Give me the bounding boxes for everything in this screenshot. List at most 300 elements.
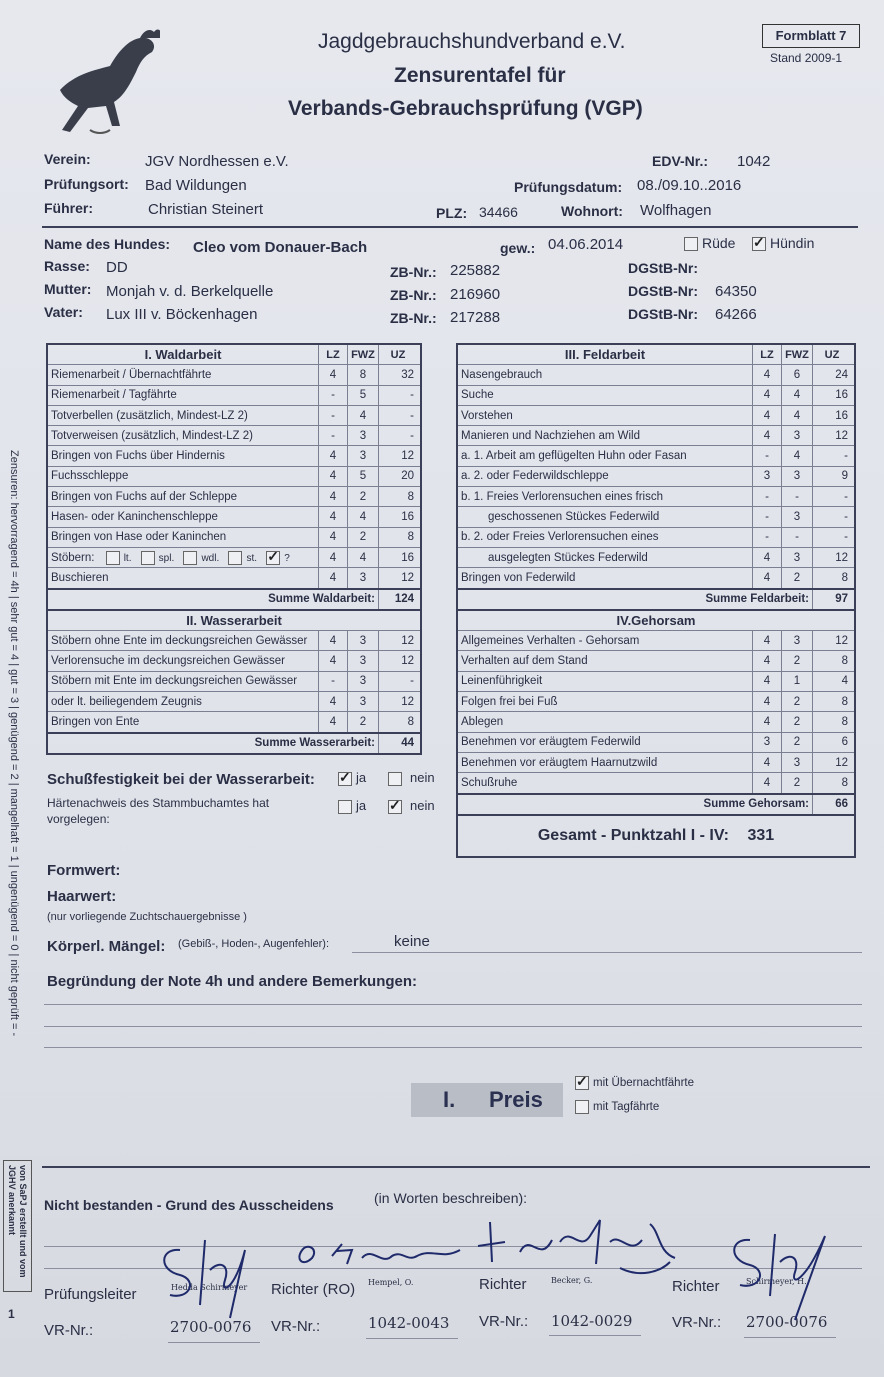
col-uz: UZ bbox=[379, 344, 422, 365]
table-row bbox=[47, 426, 421, 446]
vr-line-4 bbox=[744, 1337, 836, 1338]
feld-title: III. Feldarbeit bbox=[457, 344, 753, 365]
signature-richter-3 bbox=[720, 1226, 840, 1322]
vater-dgstb-label: DGStB-Nr: bbox=[628, 306, 698, 322]
row-lz: 4 bbox=[319, 487, 348, 507]
row-fwz: - bbox=[782, 487, 813, 507]
haerte-ja-checkbox[interactable] bbox=[338, 798, 366, 814]
stoebern-fwz: 4 bbox=[348, 547, 379, 567]
row-label: Vorstehen bbox=[457, 405, 753, 425]
row-uz: 20 bbox=[379, 466, 422, 486]
row-lz: 4 bbox=[753, 631, 782, 651]
row-label: Totverbellen (zusätzlich, Mindest-LZ 2) bbox=[47, 405, 319, 425]
datum-value: 08./09.10..2016 bbox=[637, 177, 742, 194]
row-fwz: 3 bbox=[782, 426, 813, 446]
row-uz: 12 bbox=[813, 631, 856, 651]
row-label: Benehmen vor eräugtem Haarnutzwild bbox=[457, 752, 753, 772]
row-label: Manieren und Nachziehen am Wild bbox=[457, 426, 753, 446]
row-fwz: 3 bbox=[782, 507, 813, 527]
title-line-1: Zensurentafel für bbox=[394, 64, 566, 87]
row-uz: 8 bbox=[379, 712, 422, 733]
table-row bbox=[457, 568, 855, 589]
zb-label: ZB-Nr.: bbox=[390, 264, 437, 280]
wasser-sum-value: 44 bbox=[379, 733, 422, 754]
row-uz: 8 bbox=[813, 692, 856, 712]
mit-tag-label: mit Tagfährte bbox=[593, 1101, 660, 1114]
stoebern-wdl-checkbox[interactable] bbox=[183, 551, 197, 565]
row-label: Ablegen bbox=[457, 712, 753, 732]
preis-label: Preis bbox=[489, 1087, 543, 1112]
signature-pruefungsleiter bbox=[150, 1230, 260, 1320]
pruefungsleiter-label: Prüfungsleiter bbox=[44, 1286, 137, 1303]
schuss-ja-label: ja bbox=[356, 770, 367, 785]
gehorsam-sum-value: 66 bbox=[813, 794, 856, 815]
row-label: Verhalten auf dem Stand bbox=[457, 651, 753, 671]
buschieren-label: Buschieren bbox=[47, 568, 319, 589]
row-uz: 8 bbox=[813, 773, 856, 794]
mutter-label: Mutter: bbox=[44, 281, 92, 297]
haerte-label-1: Härtenachweis des Stammbuchamtes hat bbox=[47, 796, 270, 810]
plz-label: PLZ: bbox=[436, 205, 468, 221]
plz-value: 34466 bbox=[479, 204, 518, 220]
row-label: Bringen von Ente bbox=[47, 712, 319, 733]
stoebern-uz: 16 bbox=[379, 547, 422, 567]
haerte-ja-label: ja bbox=[356, 798, 367, 813]
row-uz: 12 bbox=[379, 631, 422, 651]
row-uz: - bbox=[813, 507, 856, 527]
row-fwz: 5 bbox=[348, 385, 379, 405]
koerper-value: keine bbox=[394, 933, 430, 950]
stoebern-st-label: st. bbox=[246, 552, 257, 564]
row-lz: 4 bbox=[319, 365, 348, 385]
row-fwz: 2 bbox=[782, 651, 813, 671]
mit-uebernacht-checkbox[interactable] bbox=[575, 1076, 694, 1090]
row-lz: 3 bbox=[753, 466, 782, 486]
richter-3-label: Richter bbox=[672, 1278, 720, 1295]
table-row bbox=[47, 385, 421, 405]
huendin-checkbox[interactable] bbox=[752, 235, 814, 251]
col-lz: LZ bbox=[753, 344, 782, 365]
pruefungsort-label: Prüfungsort: bbox=[44, 176, 129, 192]
row-uz: 32 bbox=[379, 365, 422, 385]
row-uz: 12 bbox=[379, 692, 422, 712]
row-fwz: 2 bbox=[348, 712, 379, 733]
zb-value: 225882 bbox=[450, 262, 501, 279]
row-uz: 12 bbox=[379, 651, 422, 671]
row-uz: - bbox=[813, 487, 856, 507]
pruefungsleiter-name: Hedda Schirmeyer bbox=[171, 1283, 248, 1292]
row-fwz: 8 bbox=[348, 365, 379, 385]
row-lz: 4 bbox=[753, 752, 782, 772]
table-row bbox=[457, 487, 855, 507]
table-row bbox=[47, 568, 421, 589]
vr-value-1: 2700-0076 bbox=[170, 1318, 252, 1336]
row-fwz: 5 bbox=[348, 466, 379, 486]
title-line-2: Verbands-Gebrauchsprüfung (VGP) bbox=[288, 97, 643, 120]
buschieren-uz: 12 bbox=[379, 568, 422, 589]
table-row bbox=[457, 405, 855, 425]
buschieren-lz: 4 bbox=[319, 568, 348, 589]
formwert-label: Formwert: bbox=[47, 862, 121, 879]
row-label: Bringen von Federwild bbox=[457, 568, 753, 589]
row-label: Hasen- oder Kaninchenschleppe bbox=[47, 507, 319, 527]
table-row bbox=[47, 692, 421, 712]
mutter-zb-value: 216960 bbox=[450, 286, 501, 303]
vr-line-1 bbox=[168, 1342, 260, 1343]
row-fwz: 2 bbox=[782, 712, 813, 732]
row-fwz: 2 bbox=[782, 773, 813, 794]
row-lz: 4 bbox=[319, 692, 348, 712]
wasser-sum-label: Summe Wasserarbeit: bbox=[47, 733, 379, 754]
preis-number: I. bbox=[443, 1087, 456, 1112]
row-uz: 8 bbox=[813, 568, 856, 589]
table-row bbox=[457, 466, 855, 486]
nicht-bestanden-label: Nicht bestanden - Grund des Ausscheidens bbox=[44, 1197, 334, 1213]
richter-3-name: Schirmeyer, H. bbox=[746, 1277, 807, 1286]
haerte-nein-label: nein bbox=[410, 798, 435, 813]
side-scale bbox=[2, 450, 22, 1150]
side-sapj-box bbox=[3, 1160, 32, 1292]
haerte-label-2: vorgelegen: bbox=[47, 812, 110, 826]
table-row bbox=[47, 651, 421, 671]
wald-title: I. Waldarbeit bbox=[47, 344, 319, 365]
schuss-nein-checkbox[interactable] bbox=[388, 770, 435, 786]
row-lz: - bbox=[753, 507, 782, 527]
remark-line-3 bbox=[44, 1047, 862, 1048]
table-row bbox=[457, 752, 855, 772]
stoebern-q-checkbox[interactable] bbox=[266, 551, 280, 565]
table-row bbox=[457, 732, 855, 752]
row-label: b. 2. oder Freies Verlorensuchen eines bbox=[457, 527, 753, 547]
edv-label: EDV-Nr.: bbox=[652, 153, 709, 169]
wald-wasser-table bbox=[46, 343, 422, 755]
row-lz: 4 bbox=[319, 466, 348, 486]
vr-line-3 bbox=[549, 1335, 641, 1336]
stoebern-lt-label: lt. bbox=[123, 552, 132, 564]
richter-ro-label: Richter (RO) bbox=[271, 1281, 356, 1298]
row-label: ausgelegten Stückes Federwild bbox=[457, 547, 753, 567]
row-label: a. 1. Arbeit am geflügelten Huhn oder Fasan bbox=[457, 446, 753, 466]
row-fwz: 2 bbox=[348, 527, 379, 547]
remark-line-2 bbox=[44, 1026, 862, 1027]
row-fwz: 3 bbox=[348, 631, 379, 651]
row-lz: 4 bbox=[753, 773, 782, 794]
row-uz: 12 bbox=[813, 752, 856, 772]
signature-richter-2 bbox=[470, 1212, 690, 1284]
datum-label: Prüfungsdatum: bbox=[514, 179, 623, 195]
row-uz: - bbox=[379, 671, 422, 691]
vater-zb-label: ZB-Nr.: bbox=[390, 310, 437, 326]
row-lz: 4 bbox=[753, 426, 782, 446]
row-fwz: 4 bbox=[348, 405, 379, 425]
koerper-hint: (Gebiß-, Hoden-, Augenfehler): bbox=[178, 938, 330, 950]
table-row bbox=[47, 466, 421, 486]
row-label: Bringen von Fuchs auf der Schleppe bbox=[47, 487, 319, 507]
stoebern-q-label: ? bbox=[284, 552, 290, 564]
row-label: Nasengebrauch bbox=[457, 365, 753, 385]
koerper-line bbox=[352, 952, 862, 953]
schuss-nein-label: nein bbox=[410, 770, 435, 785]
row-uz: 8 bbox=[813, 712, 856, 732]
table-row bbox=[47, 527, 421, 547]
row-uz: 8 bbox=[379, 527, 422, 547]
row-fwz: 3 bbox=[348, 446, 379, 466]
row-label: Verlorensuche im deckungsreichen Gewässer bbox=[47, 651, 319, 671]
fuehrer-value: Christian Steinert bbox=[148, 201, 264, 218]
vr-label-3: VR-Nr.: bbox=[479, 1313, 529, 1330]
col-uz: UZ bbox=[813, 344, 856, 365]
vater-value: Lux III v. Böckenhagen bbox=[106, 306, 258, 323]
koerper-label: Körperl. Mängel: bbox=[47, 938, 166, 955]
row-label: oder lt. beiliegendem Zeugnis bbox=[47, 692, 319, 712]
row-label: a. 2. oder Federwildschleppe bbox=[457, 466, 753, 486]
row-lz: - bbox=[753, 527, 782, 547]
table-row bbox=[457, 426, 855, 446]
table-row bbox=[47, 507, 421, 527]
row-lz: - bbox=[319, 405, 348, 425]
table-row bbox=[457, 547, 855, 567]
vr-label-2: VR-Nr.: bbox=[271, 1318, 321, 1335]
row-label: Riemenarbeit / Tagfährte bbox=[47, 385, 319, 405]
fuehrer-label: Führer: bbox=[44, 200, 93, 216]
table-row bbox=[47, 547, 421, 567]
row-lz: 4 bbox=[753, 547, 782, 567]
table-row bbox=[47, 487, 421, 507]
col-fwz: FWZ bbox=[782, 344, 813, 365]
table-row bbox=[457, 527, 855, 547]
row-uz: 6 bbox=[813, 732, 856, 752]
row-lz: 4 bbox=[319, 446, 348, 466]
stoebern-spl-label: spl. bbox=[158, 552, 175, 564]
row-lz: 4 bbox=[753, 568, 782, 589]
dgstb-label: DGStB-Nr: bbox=[628, 260, 698, 276]
divider-line bbox=[42, 226, 858, 228]
row-uz: - bbox=[813, 527, 856, 547]
table-row bbox=[457, 692, 855, 712]
row-uz: 12 bbox=[379, 446, 422, 466]
table-row bbox=[457, 507, 855, 527]
row-lz: 4 bbox=[753, 712, 782, 732]
huendin-label: Hündin bbox=[770, 235, 815, 251]
table-row bbox=[47, 446, 421, 466]
row-fwz: 4 bbox=[782, 385, 813, 405]
row-label: Leinenführigkeit bbox=[457, 671, 753, 691]
row-fwz: 1 bbox=[782, 671, 813, 691]
zucht-note: (nur vorliegende Zuchtschauergebnisse ) bbox=[47, 911, 247, 923]
vater-label: Vater: bbox=[44, 304, 83, 320]
gew-label: gew.: bbox=[500, 240, 536, 256]
vr-value-2: 1042-0043 bbox=[368, 1314, 450, 1332]
row-label: geschossenen Stückes Federwild bbox=[457, 507, 753, 527]
row-label: Stöbern ohne Ente im deckungsreichen Gewässer bbox=[47, 631, 319, 651]
row-uz: 9 bbox=[813, 466, 856, 486]
row-fwz: 3 bbox=[348, 671, 379, 691]
row-fwz: 3 bbox=[782, 466, 813, 486]
row-fwz: 4 bbox=[782, 446, 813, 466]
col-lz: LZ bbox=[319, 344, 348, 365]
table-row bbox=[47, 671, 421, 691]
row-label: Stöbern mit Ente im deckungsreichen Gewässer bbox=[47, 671, 319, 691]
row-label: b. 1. Freies Verlorensuchen eines frisch bbox=[457, 487, 753, 507]
side-sapj-text: von SaPJ erstellt und vom JGHV anerkannt bbox=[7, 1165, 28, 1278]
row-lz: 4 bbox=[319, 712, 348, 733]
schuss-label: Schußfestigkeit bei der Wasserarbeit: bbox=[47, 771, 315, 788]
dog-name-label: Name des Hundes: bbox=[44, 236, 171, 252]
remark-line-1 bbox=[44, 1004, 862, 1005]
table-row bbox=[457, 712, 855, 732]
row-uz: - bbox=[379, 385, 422, 405]
row-fwz: 4 bbox=[348, 507, 379, 527]
row-lz: 4 bbox=[753, 365, 782, 385]
row-lz: 3 bbox=[753, 732, 782, 752]
row-fwz: 3 bbox=[782, 547, 813, 567]
row-fwz: 3 bbox=[782, 752, 813, 772]
wasser-title: II. Wasserarbeit bbox=[47, 610, 421, 631]
row-uz: 12 bbox=[813, 426, 856, 446]
table-row bbox=[47, 405, 421, 425]
mit-uebernacht-label: mit Übernachtfährte bbox=[593, 1077, 694, 1090]
row-uz: - bbox=[379, 405, 422, 425]
ruede-checkbox[interactable] bbox=[684, 235, 735, 251]
mit-tag-checkbox[interactable] bbox=[575, 1100, 659, 1114]
richter-2-label: Richter bbox=[479, 1276, 527, 1293]
row-lz: - bbox=[753, 446, 782, 466]
row-uz: 16 bbox=[813, 385, 856, 405]
gehorsam-title: IV.Gehorsam bbox=[457, 610, 855, 631]
mutter-dgstb-label: DGStB-Nr: bbox=[628, 283, 698, 299]
stoebern-label: Stöbern: bbox=[51, 551, 95, 564]
row-lz: 4 bbox=[753, 692, 782, 712]
row-label: Folgen frei bei Fuß bbox=[457, 692, 753, 712]
row-label: Bringen von Hase oder Kaninchen bbox=[47, 527, 319, 547]
row-fwz: 2 bbox=[782, 692, 813, 712]
feld-gehorsam-table bbox=[456, 343, 856, 858]
schuss-ja-checkbox[interactable] bbox=[338, 770, 366, 786]
col-fwz: FWZ bbox=[348, 344, 379, 365]
footer-divider bbox=[42, 1166, 870, 1168]
edv-value: 1042 bbox=[737, 153, 771, 170]
mutter-value: Monjah v. d. Berkelquelle bbox=[106, 283, 274, 300]
side-scale-text: Zensuren: hervorragend = 4h | sehr gut = 4 | gut = 3 | genügend = 2 | mangelhaft = 1 | ungenügend = 0 | nicht geprüft = - bbox=[8, 450, 20, 1037]
vr-label-4: VR-Nr.: bbox=[672, 1314, 722, 1331]
richter-2-name: Becker, G. bbox=[551, 1276, 593, 1285]
vater-zb-value: 217288 bbox=[450, 309, 501, 326]
vr-value-3: 1042-0029 bbox=[551, 1312, 633, 1330]
dog-name-value: Cleo vom Donauer-Bach bbox=[193, 239, 368, 256]
row-label: Allgemeines Verhalten - Gehorsam bbox=[457, 631, 753, 651]
vr-value-4: 2700-0076 bbox=[746, 1313, 828, 1331]
gesamt-cell bbox=[457, 815, 855, 857]
org-name: Jagdgebrauchshundverband e.V. bbox=[318, 30, 626, 53]
table-row bbox=[47, 365, 421, 385]
row-fwz: - bbox=[782, 527, 813, 547]
wohnort-value: Wolfhagen bbox=[640, 202, 712, 219]
row-fwz: 2 bbox=[782, 568, 813, 589]
haerte-nein-checkbox[interactable] bbox=[388, 798, 435, 814]
wald-sum-label: Summe Waldarbeit: bbox=[47, 589, 379, 610]
stoebern-st-checkbox[interactable] bbox=[228, 551, 242, 565]
row-lz: 4 bbox=[753, 385, 782, 405]
table-row bbox=[47, 712, 421, 733]
rasse-value: DD bbox=[106, 259, 128, 276]
row-fwz: 4 bbox=[782, 405, 813, 425]
gew-value: 04.06.2014 bbox=[548, 236, 624, 253]
row-uz: 8 bbox=[379, 487, 422, 507]
buschieren-fwz: 3 bbox=[348, 568, 379, 589]
row-uz: 16 bbox=[379, 507, 422, 527]
row-uz: 24 bbox=[813, 365, 856, 385]
mutter-dgstb-value: 64350 bbox=[715, 283, 757, 300]
row-fwz: 6 bbox=[782, 365, 813, 385]
row-fwz: 3 bbox=[782, 631, 813, 651]
row-lz: - bbox=[319, 671, 348, 691]
row-lz: 4 bbox=[319, 507, 348, 527]
nicht-bestanden-hint: (in Worten beschreiben): bbox=[374, 1190, 528, 1206]
page-number: 1 bbox=[8, 1307, 15, 1321]
row-uz: 8 bbox=[813, 651, 856, 671]
begruendung-label: Begründung der Note 4h und andere Bemerkungen: bbox=[47, 973, 418, 990]
row-lz: - bbox=[753, 487, 782, 507]
rasse-label: Rasse: bbox=[44, 258, 90, 274]
row-fwz: 3 bbox=[348, 651, 379, 671]
row-label: Benehmen vor eräugtem Federwild bbox=[457, 732, 753, 752]
wohnort-label: Wohnort: bbox=[561, 203, 623, 219]
preis-badge bbox=[411, 1083, 563, 1117]
row-uz: 4 bbox=[813, 671, 856, 691]
table-row bbox=[47, 631, 421, 651]
row-lz: 4 bbox=[319, 631, 348, 651]
row-lz: 4 bbox=[753, 671, 782, 691]
stand-label: Stand 2009-1 bbox=[770, 51, 843, 65]
haarwert-label: Haarwert: bbox=[47, 888, 117, 905]
row-uz: - bbox=[379, 426, 422, 446]
row-label: Bringen von Fuchs über Hindernis bbox=[47, 446, 319, 466]
table-row bbox=[457, 671, 855, 691]
row-label: Suche bbox=[457, 385, 753, 405]
feld-sum-value: 97 bbox=[813, 589, 856, 610]
row-uz: 16 bbox=[813, 405, 856, 425]
stoebern-lt-checkbox[interactable] bbox=[106, 551, 120, 565]
gesamt-label: Gesamt - Punktzahl I - IV: bbox=[537, 826, 729, 844]
row-lz: - bbox=[319, 385, 348, 405]
stoebern-wdl-label: wdl. bbox=[201, 552, 220, 564]
row-label: Schußruhe bbox=[457, 773, 753, 794]
wald-sum-value: 124 bbox=[379, 589, 422, 610]
row-uz: - bbox=[813, 446, 856, 466]
row-lz: 4 bbox=[753, 651, 782, 671]
row-lz: - bbox=[319, 426, 348, 446]
row-fwz: 2 bbox=[782, 732, 813, 752]
table-row bbox=[457, 773, 855, 794]
vr-label-1: VR-Nr.: bbox=[44, 1322, 94, 1339]
row-fwz: 3 bbox=[348, 426, 379, 446]
verein-label: Verein: bbox=[44, 151, 91, 167]
verein-value: JGV Nordhessen e.V. bbox=[145, 153, 289, 170]
pruefungsort-value: Bad Wildungen bbox=[145, 177, 247, 194]
table-row bbox=[457, 365, 855, 385]
dog-logo-icon bbox=[40, 22, 160, 142]
richter-ro-name: Hempel, O. bbox=[368, 1278, 414, 1287]
table-row bbox=[457, 631, 855, 651]
vater-dgstb-value: 64266 bbox=[715, 306, 757, 323]
gesamt-value: 331 bbox=[747, 826, 775, 844]
ruede-label: Rüde bbox=[702, 235, 736, 251]
stoebern-spl-checkbox[interactable] bbox=[141, 551, 155, 565]
table-row bbox=[457, 651, 855, 671]
row-label: Totverweisen (zusätzlich, Mindest-LZ 2) bbox=[47, 426, 319, 446]
signature-richter-ro bbox=[292, 1236, 472, 1276]
row-fwz: 2 bbox=[348, 487, 379, 507]
